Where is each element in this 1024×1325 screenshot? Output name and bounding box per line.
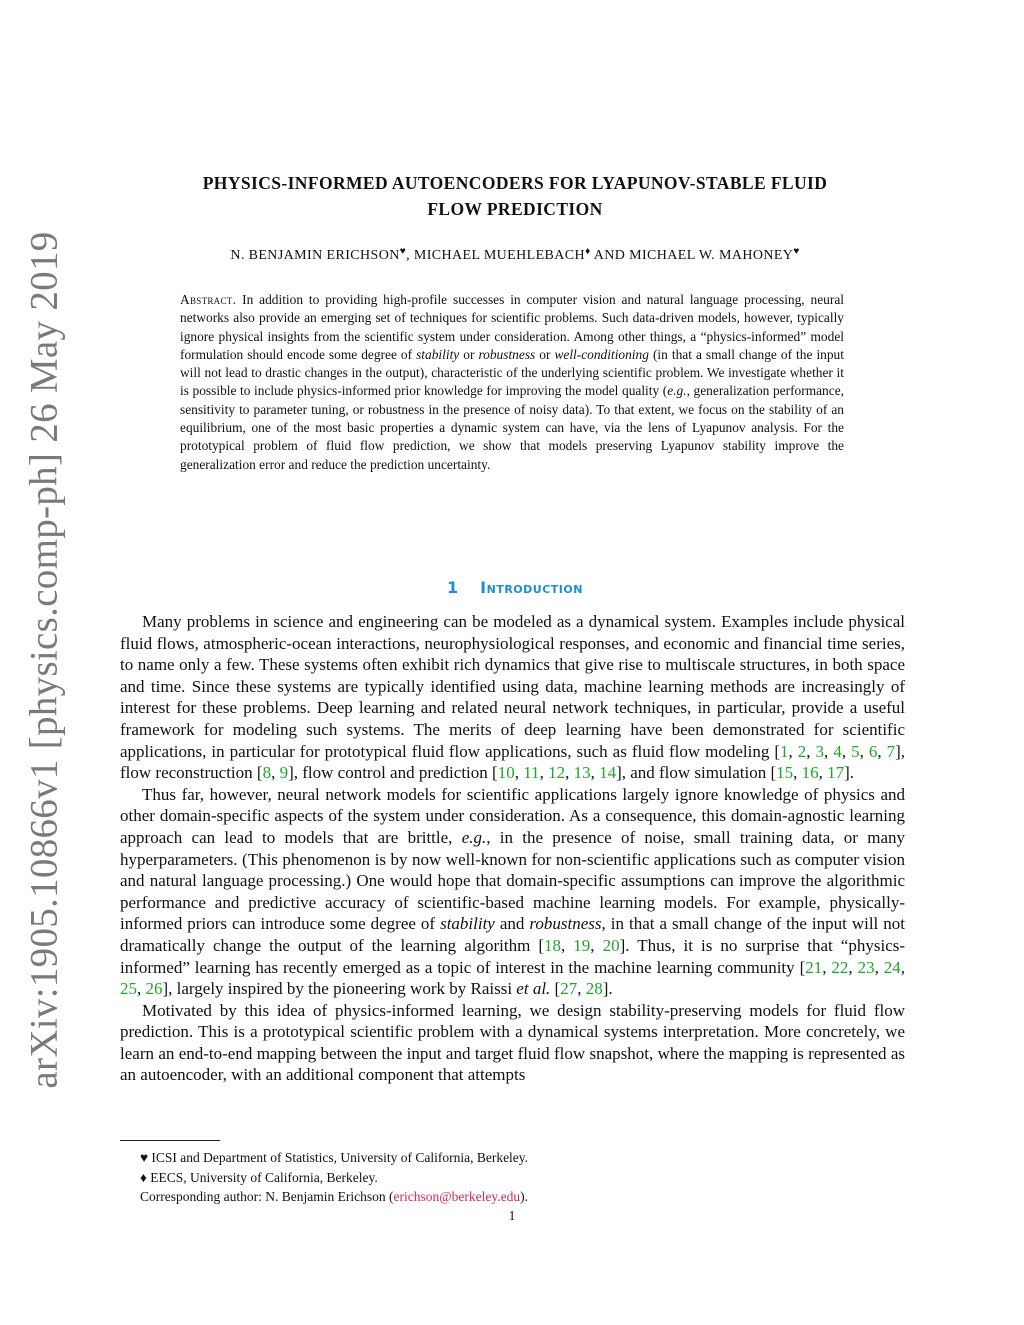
- paragraph-3: Motivated by this idea of physics-informed learning, we design stability-preserving models for fluid flow prediction. This is a prototypical scientific problem with a dynamical systems interpretation. More concretely, we learn an end-to-end mapping between the input and target fluid flow snapshot, where the mapping is represented as an autoencoder, with an additional component that attempts: [120, 1000, 905, 1085]
- citation-link[interactable]: 17: [827, 763, 845, 783]
- introduction-body: [120, 611, 905, 1086]
- section-heading-introduction: [120, 578, 910, 597]
- citation-link[interactable]: 10: [497, 763, 515, 783]
- email-link[interactable]: erichson@berkeley.edu: [393, 1189, 521, 1204]
- citation-link[interactable]: 2: [797, 741, 807, 761]
- author-list: N. BENJAMIN ERICHSON♥, MICHAEL MUEHLEBACH♦ AND MICHAEL W. MAHONEY♥: [230, 246, 800, 263]
- citation-link[interactable]: 15: [776, 763, 794, 783]
- footnotes: [140, 1148, 528, 1207]
- citation-link[interactable]: 26: [145, 979, 163, 999]
- citation-link[interactable]: 27: [560, 979, 578, 999]
- section-title: Introduction: [480, 578, 583, 597]
- citation-link[interactable]: 23: [857, 957, 875, 977]
- author-erichson: N. BENJAMIN ERICHSON: [230, 248, 400, 263]
- page-number: 1: [508, 1208, 516, 1223]
- footnote-divider: [120, 1140, 220, 1141]
- diamond-icon: ♦: [585, 246, 591, 257]
- heart-icon: ♥: [793, 246, 800, 257]
- section-number: 1: [447, 578, 459, 597]
- footnote-icsi: ♥ ICSI and Department of Statistics, University of California, Berkeley.: [140, 1150, 529, 1165]
- title-line-2: FLOW PREDICTION: [427, 199, 603, 219]
- citation-link[interactable]: 6: [868, 741, 878, 761]
- arxiv-identifier: arXiv:1905.10866v1 [physics.comp-ph] 26 May 2019: [22, 231, 66, 1089]
- footnote-corresponding-author: Corresponding author: N. Benjamin Erichson (erichson@berkeley.edu).: [140, 1189, 528, 1204]
- citation-link[interactable]: 16: [801, 763, 819, 783]
- citation-link[interactable]: 4: [833, 741, 842, 761]
- arxiv-sidebar: [0, 0, 90, 1325]
- citation-link[interactable]: 24: [883, 957, 901, 977]
- citation-link[interactable]: 8: [262, 763, 272, 783]
- citation-link[interactable]: 11: [523, 763, 540, 783]
- citation-link[interactable]: 1: [780, 741, 789, 761]
- citation-link[interactable]: 5: [851, 741, 860, 761]
- citation-link[interactable]: 28: [585, 979, 603, 999]
- citation-link[interactable]: 3: [815, 741, 825, 761]
- citation-link[interactable]: 22: [831, 957, 849, 977]
- citation-link[interactable]: 13: [573, 763, 591, 783]
- diamond-icon: ♦: [140, 1169, 147, 1185]
- citation-link[interactable]: 7: [886, 741, 896, 761]
- citation-link[interactable]: 20: [602, 935, 620, 955]
- heart-icon: ♥: [399, 246, 407, 257]
- abstract: Abstract. In addition to providing high-profile successes in computer vision and natural language processing, neural networks also provide an emerging set of techniques for scientific problems. Such data-driven models, however, typically ignore physical insights from the scientific system under consideration. Among other things, a “physics-informed” model formulation should encode some degree of stability or robustness or well-conditioning (in that a small change of the input will not lead to drastic changes in the output), characteristic of the underlying scientific problem. We investigate whether it is possible to include physics-informed prior knowledge for improving the model quality (e.g., generalization performance, sensitivity to parameter tuning, or robustness in the presence of noisy data). To that extent, we focus on the stability of an equilibrium, one of the most basic properties a dynamic system can have, via the lens of Lyapunov analysis. For the prototypical problem of fluid flow prediction, we show that models preserving Lyapunov stability improve the generalization error and reduce the prediction uncertainty.: [180, 292, 844, 472]
- citation-link[interactable]: 25: [120, 979, 137, 999]
- paragraph-2: Thus far, however, neural network models for scientific applications largely ignore knowledge of physics and other domain-specific aspects of the system under consideration. As a consequence, this domain-agnostic learning approach can lead to models that are brittle, e.g., in the presence of noise, small training data, or many hyperparameters. (This phenomenon is by now well-known for non-scientific applications such as computer vision and natural language processing.) One would hope that domain-specific assumptions can improve the algorithmic performance and predictive accuracy of scientific-based machine learning models. For example, physically-informed priors can introduce some degree of stability and robustness, in that a small change of the input will not dramatically change the output of the learning algorithm [18, 19, 20]. Thus, it is no surprise that “physics-informed” learning has recently emerged as a topic of interest in the machine learning community [21, 22, 23, 24, 25, 26], largely inspired by the pioneering work by Raissi et al. [27, 28].: [120, 784, 906, 999]
- citation-link[interactable]: 19: [573, 935, 591, 955]
- citation-link[interactable]: 18: [544, 935, 561, 955]
- author-muehlebach: MICHAEL MUEHLEBACH: [413, 248, 586, 263]
- citation-link[interactable]: 21: [805, 957, 823, 977]
- citation-link[interactable]: 12: [548, 763, 566, 783]
- abstract-label: Abstract.: [180, 292, 237, 307]
- title-line-1: PHYSICS-INFORMED AUTOENCODERS FOR LYAPUNOV-STABLE FLUID: [202, 173, 828, 193]
- footnote-eecs: ♦ EECS, University of California, Berkeley.: [140, 1169, 378, 1185]
- citation-link[interactable]: 9: [279, 763, 289, 783]
- paragraph-1: Many problems in science and engineering can be modeled as a dynamical system. Examples include physical fluid flows, atmospheric-ocean interactions, neurophysiological responses, and economic and financial time series, to name only a few. These systems often exhibit rich dynamics that give rise to multiscale structures, in both space and time. Since these systems are typically identified using data, machine learning methods are increasingly of interest for these problems. Deep learning and related neural network techniques, in particular, provide a useful framework for modeling such systems. The merits of deep learning have been demonstrated for scientific applications, in particular for prototypical fluid flow applications, such as fluid flow modeling [1, 2, 3, 4, 5, 6, 7], flow reconstruction [8, 9], flow control and prediction [10, 11, 12, 13, 14], and flow simulation [15, 16, 17].: [120, 612, 906, 783]
- citation-link[interactable]: 14: [599, 763, 617, 783]
- paper-title: [120, 170, 910, 222]
- heart-icon: ♥: [140, 1150, 149, 1165]
- author-mahoney: MICHAEL W. MAHONEY: [629, 248, 794, 263]
